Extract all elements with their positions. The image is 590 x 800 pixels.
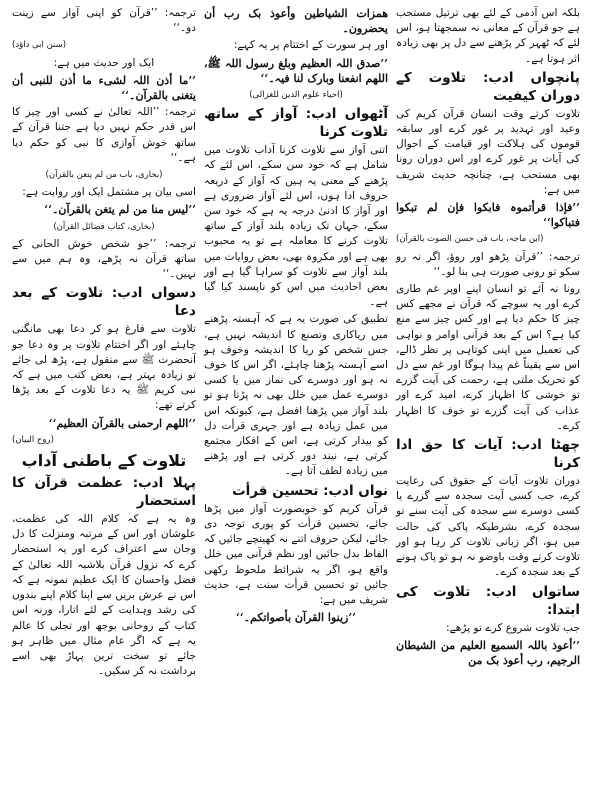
section-heading-first-inner-etiquette: پہلا ادب: عظمت قرآن کا استحضار <box>12 475 196 510</box>
reference: (ابن ماجہ، باب فی حسن الصوت بالقرآن) <box>396 234 544 245</box>
column-middle <box>200 6 392 796</box>
paragraph: دوران تلاوت آیات کے حقوق کی رعایت کرے، جب کسی آیت سجدہ سے گزرے یا کسی دوسرے سے سجدہ کی آیت سنے تو سجدہ کرے، بشرطیکہ پاکی کی حالت میں ہو، اگر زبانی تلاوت کر رہا ہو اور تلاوت کرتے وقت باوضو نہ ہو تو پاک ہونے کے بعد سجدہ کرے۔ <box>396 475 580 579</box>
arabic-hadith: ’’زینوا القرآن بأصواتکم۔‘‘ <box>236 611 356 625</box>
paragraph: اسی بیان پر مشتمل ایک اور روایت ہے: <box>22 186 196 199</box>
translation: ترجمہ: ’’جو شخص خوش الحانی کے ساتھ قرآن نہ پڑھے، وہ ہم میں سے نہیں۔‘‘ <box>12 237 196 281</box>
chapter-title: تلاوت کے باطنی آداب <box>21 451 187 471</box>
paragraph: تطبیق کی صورت یہ ہے کہ آہستہ پڑھنے میں ریاکاری وتصنع کا اندیشہ نہیں ہے، جس شخص کو ریا کا اندیشہ وخوف ہو اسے آہستہ پڑھنا چاہئے، اگر اس کا خوف نہ ہو اور دوسرے کی نماز میں یا کسی دوسرے عمل میں خلل بھی نہ پڑتا ہو تو بلند آواز میں پڑھنا افضل ہے، کیونکہ اس میں عمل زیادہ ہے اور جہری قرأت دل کو بیدار کرتی ہے، اس کے افکار مجتمع کرتی ہے، نیند دور کرتی ہے اور پڑھنے میں زیادہ لطف آتا ہے۔ <box>204 313 388 478</box>
translation: ترجمہ: ’’قرآن پڑھو اور روؤ، اگر نہ رو سکو تو رونی صورت ہی بنا لو۔‘‘ <box>396 250 580 278</box>
column-right <box>392 6 584 796</box>
paragraph: تلاوت کرتے وقت انسان قرآن کریم کی وعید اور تہدید پر غور کرے اور سابقہ قوموں کی ہلاکت اور قیامت کے احوال کی آیات پر غور کرے اور اس دوران رونا بھی مستحب ہے، چنانچہ حدیث شریف میں ہے: <box>396 107 580 196</box>
translation: ترجمہ: ’’اللہ تعالیٰ نے کسی اور چیز کا اس قدر حکم نہیں دیا ہے جتنا قرآن کے ساتھ خوش آوازی کا نبی کو حکم دیا ہے۔‘‘ <box>12 106 196 164</box>
arabic-supplication: ’’أعوذ باللہ السمیع العلیم من الشیطان الرجیم، رب أعوذ بک من <box>396 638 580 667</box>
arabic-supplication: ’’صدق اللہ العظیم وبلغ رسول اللہ ﷺ، اللھم انفعنا وبارک لنا فیہ۔‘‘ <box>204 56 388 85</box>
reference: (روح البیان) <box>12 434 54 445</box>
paragraph: بلکہ اس آدمی کے لئے بھی ترتیل مستحب ہے جو قرآن کے معانی نہ سمجھتا ہو، اس لئے کہ ٹھہر کر پڑھنے سے دل پر بھی زیادہ اثر ہوتا ہے۔ <box>396 7 580 65</box>
reference: (احیاء علوم الدین للغزالی) <box>249 90 343 101</box>
arabic-hadith: ’’لیس منا من لم یتغن بالقرآن۔‘‘ <box>44 203 196 217</box>
paragraph: تلاوت سے فارغ ہو کر دعا بھی مانگنی چاہئے اور اگر اختتام تلاوت پر وہ دعا جو آنحضرت ﷺ سے منقول ہے، پڑھ لی جائے تو زیادہ بہتر ہے، بعض کتب میں ہے کہ نبی کریم ﷺ یہ دعا تلاوت کے بعد پڑھا کرتے تھے: <box>12 323 196 412</box>
paragraph: قرآن کریم کو خوبصورت آواز میں پڑھا جائے، تحسین قرأت کو پوری توجہ دی جائے، لیکن حروف اتنے نہ کھینچے جائیں کہ الفاظ بدل جائیں اور نظم قرآنی میں خلل واقع ہو، اگر یہ شرائط ملحوظ رکھی جائیں تو تحسین قرأت سنت ہے، حدیث شریف میں ہے: <box>204 502 388 606</box>
paragraph: ایک اور حدیث میں ہے: <box>53 56 155 69</box>
section-heading-eighth-etiquette: آٹھواں ادب: آواز کے ساتھ تلاوت کرنا <box>204 106 388 141</box>
arabic-hadith: ’’فإذا قرأتموہ فابکوا فإن لم تبکوا فتباکوا‘‘ <box>396 201 580 230</box>
paragraph: جب تلاوت شروع کرے تو پڑھے: <box>446 621 580 634</box>
section-heading-fifth-etiquette: پانچواں ادب: تلاوت کے دوران کیفیت <box>396 69 580 104</box>
arabic-supplication: ھمزات الشیاطین وأعوذ بک رب أن یحضرون۔ <box>204 7 388 36</box>
reference: (بخاری، باب من لم یتغن بالقرآن) <box>45 170 163 181</box>
arabic-supplication: ’’اللھم ارحمنی بالقرآن العظیم‘‘ <box>48 416 196 430</box>
translation: ترجمہ: ’’قرآن کو اپنی آواز سے زینت دو۔‘‘ <box>12 7 196 35</box>
paragraph: اور ہر سورت کے اختتام پر یہ کہے: <box>233 39 388 52</box>
reference: (سنن ابی داؤد) <box>12 40 67 51</box>
section-heading-sixth-etiquette: چھٹا ادب: آیات کا حق ادا کرنا <box>396 437 580 472</box>
paragraph: وہ یہ ہے کہ کلام اللہ کی عظمت، علوشان اور اس کے مرتبہ ومنزلت کا دل وجان سے اعتراف کرے اور یہ استحضار کرے کہ نزول قرآن بلاشبہ اللہ تعالیٰ کے فضل واحسان کا ایک عظیم نمونہ ہے کہ اس نے عرش بریں سے اپنا کلام اپنے بندوں کی رشد وہدایت کے لئے اتارا، ورنہ اس کتاب کے روحانی بوجھ اور تجلی کا عالم یہ ہے کہ اگر عام مثال میں ظاہر ہو جائے تو سخت ترین پہاڑ بھی اسے برداشت نہ کر سکیں۔ <box>12 513 196 678</box>
arabic-hadith: ’’ما أذن اللہ لشیء ما أذن للنبی أن یتغنی بالقرآن۔‘‘ <box>12 73 196 103</box>
section-heading-ninth-etiquette: نواں ادب: تحسین قرأت <box>232 482 388 499</box>
paragraph: رونا نہ آئے تو انسان اپنے اوپر غم طاری کرے اور یہ سوچے کہ قرآن نے مجھے کس چیز کا حکم دیا ہے اور کس چیز سے منع کیا ہے؟ اس کے بعد قرآنی اوامر و نواہی کی تعمیل میں اپنی کوتاہی پر نظر ڈالے، اس سے یقیناً غم پیدا ہوگا اور غم سے دل کو تحریک ملتی ہے، رحمت کی آیت گزرے تو خوشی کا اظہار کرے، امید کرے اور عذاب کی آیت گزرے تو خوف کا اظہار کرے۔ <box>396 283 580 432</box>
section-heading-tenth-etiquette: دسواں ادب: تلاوت کے بعد دعا <box>12 285 196 320</box>
section-heading-seventh-etiquette: ساتواں ادب: تلاوت کی ابتدا: <box>396 583 580 618</box>
reference: (بخاری، کتاب فضائل القرآن) <box>53 221 155 232</box>
paragraph: اتنی آواز سے تلاوت کرنا آداب تلاوت میں شامل ہے کہ خود سن سکے، اس لئے کہ پڑھنے کے معنی یہ ہیں کہ آواز کے ذریعہ حروف ادا ہوں، اس لئے آواز ضروری ہے اور آواز کا ادنیٰ درجہ یہ ہے کہ خود سن سکے، جہاں تک زیادہ بلند آواز کے ساتھ تلاوت کرنے کا معاملہ ہے تو یہ محبوب بھی ہے اور مکروہ بھی، بعض روایات میں بلند آواز سے تلاوت کو سراہا گیا ہے اور بعض احادیث میں اس کو ناپسند کیا گیا ہے۔ <box>204 144 388 309</box>
column-left <box>8 6 200 796</box>
